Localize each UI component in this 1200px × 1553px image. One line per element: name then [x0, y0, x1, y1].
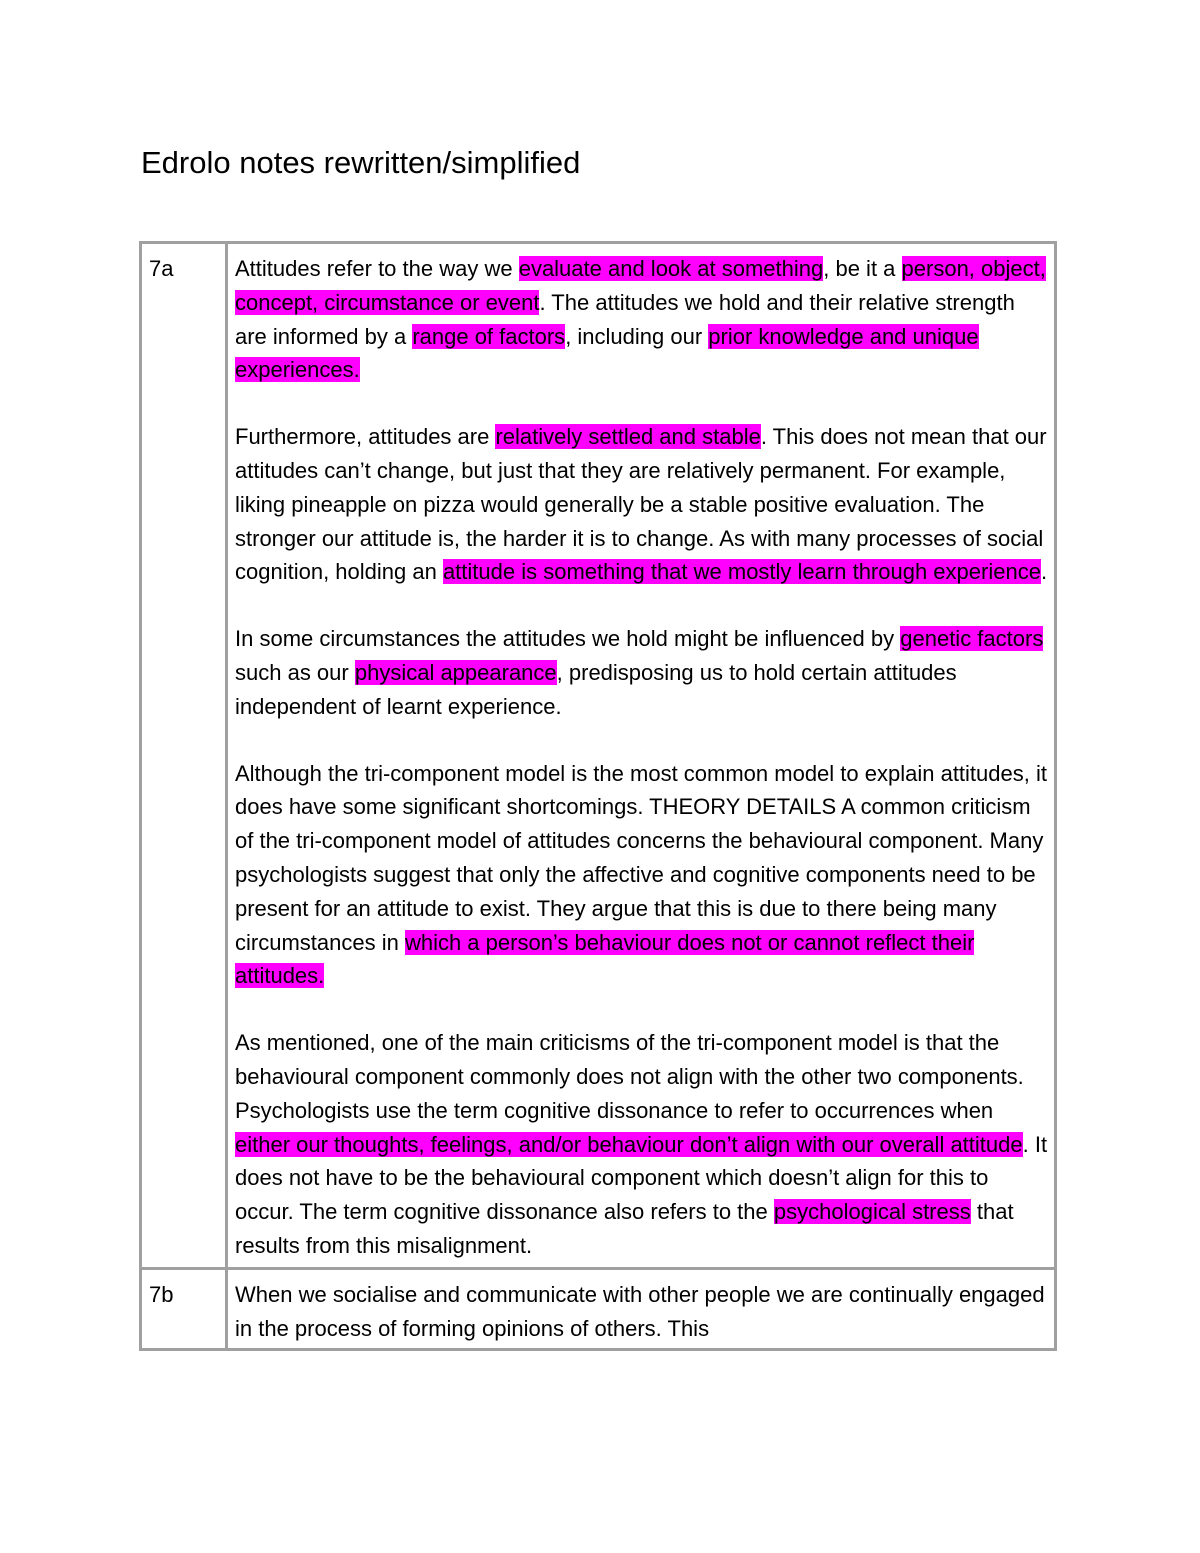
row-code: 7b	[149, 1281, 174, 1307]
document-title: Edrolo notes rewritten/simplified	[141, 145, 581, 180]
notes-paragraph	[235, 622, 1050, 723]
text-run: , including our	[565, 323, 709, 349]
notes-table	[139, 241, 1057, 1351]
text-run: . The attitudes we hold and their relative strength are informed by a	[235, 289, 1015, 349]
highlighted-text: which a person’s behaviour does not or cannot reflect their attitudes.	[235, 929, 975, 989]
text-run: , predisposing us to hold certain attitudes independent of learnt experience.	[235, 659, 957, 719]
table-row	[141, 1268, 1056, 1349]
text-run: When we socialise and communicate with other people we are continually engaged in the process of forming opinions of others. This	[235, 1281, 1045, 1341]
text-run: such as our	[235, 659, 355, 685]
highlighted-text: psychological stress	[773, 1199, 971, 1225]
highlighted-text: relatively settled and stable	[495, 424, 761, 450]
row-notes-cell	[227, 1268, 1056, 1349]
table-row	[141, 243, 1056, 1269]
highlighted-text: physical appearance	[354, 659, 557, 685]
highlighted-text: genetic factors	[900, 626, 1044, 652]
highlighted-text: prior knowledge and unique experiences.	[235, 323, 979, 383]
text-run: . It does not have to be the behavioural component which doesn’t align for this to occur. The term cognitive dissonance also refers to the	[235, 1131, 1048, 1225]
text-run: .	[1040, 559, 1048, 585]
text-run: Furthermore, attitudes are	[235, 424, 496, 450]
notes-paragraph	[235, 252, 1050, 387]
notes-paragraph-clip	[235, 1278, 1050, 1346]
highlighted-text: range of factors	[412, 323, 566, 349]
row-notes-cell	[227, 243, 1056, 1269]
row-code-cell	[141, 243, 227, 1269]
notes-paragraph	[235, 420, 1050, 589]
highlighted-text: either our thoughts, feelings, and/or behaviour don’t align with our overall attitude	[235, 1131, 1023, 1157]
highlighted-text: attitude is something that we mostly learn through experience	[442, 559, 1041, 585]
text-run: , be it a	[823, 256, 902, 281]
text-run: Although the tri-component model is the most common model to explain attitudes, it does have some significant shortcomings. THEORY DETAILS A common criticism of the tri-component model of attitudes concerns the behavioural component. Many psychologists suggest that only the affective and cognitive components need to be present for an attitude to exist. They argue that this is due to there being many circumstances in	[235, 760, 1047, 955]
text-run: As mentioned, one of the main criticisms of the tri-component model is that the behavioural component commonly does not align with the other two components. Psychologists use the term cognitive dissonance to refer to occurrences when	[235, 1030, 1024, 1123]
notes-paragraph	[235, 757, 1050, 994]
row-code-cell	[141, 1268, 227, 1349]
text-run: Attitudes refer to the way we	[235, 256, 519, 281]
text-run: that results from this misalignment.	[235, 1199, 1014, 1258]
text-run: In some circumstances the attitudes we hold might be influenced by	[235, 626, 901, 652]
notes-paragraph	[235, 1026, 1050, 1263]
highlighted-text: person, object, concept, circumstance or event	[235, 256, 1046, 315]
text-run: . This does not mean that our attitudes can’t change, but just that they are relatively permanent. For example, liking pineapple on pizza would generally be a stable positive evaluation. The stronger our attitude is, the harder it is to change. As with many processes of social cognition, holding an	[235, 424, 1047, 585]
highlighted-text: evaluate and look at something	[518, 256, 824, 281]
row-code: 7a	[149, 256, 174, 281]
